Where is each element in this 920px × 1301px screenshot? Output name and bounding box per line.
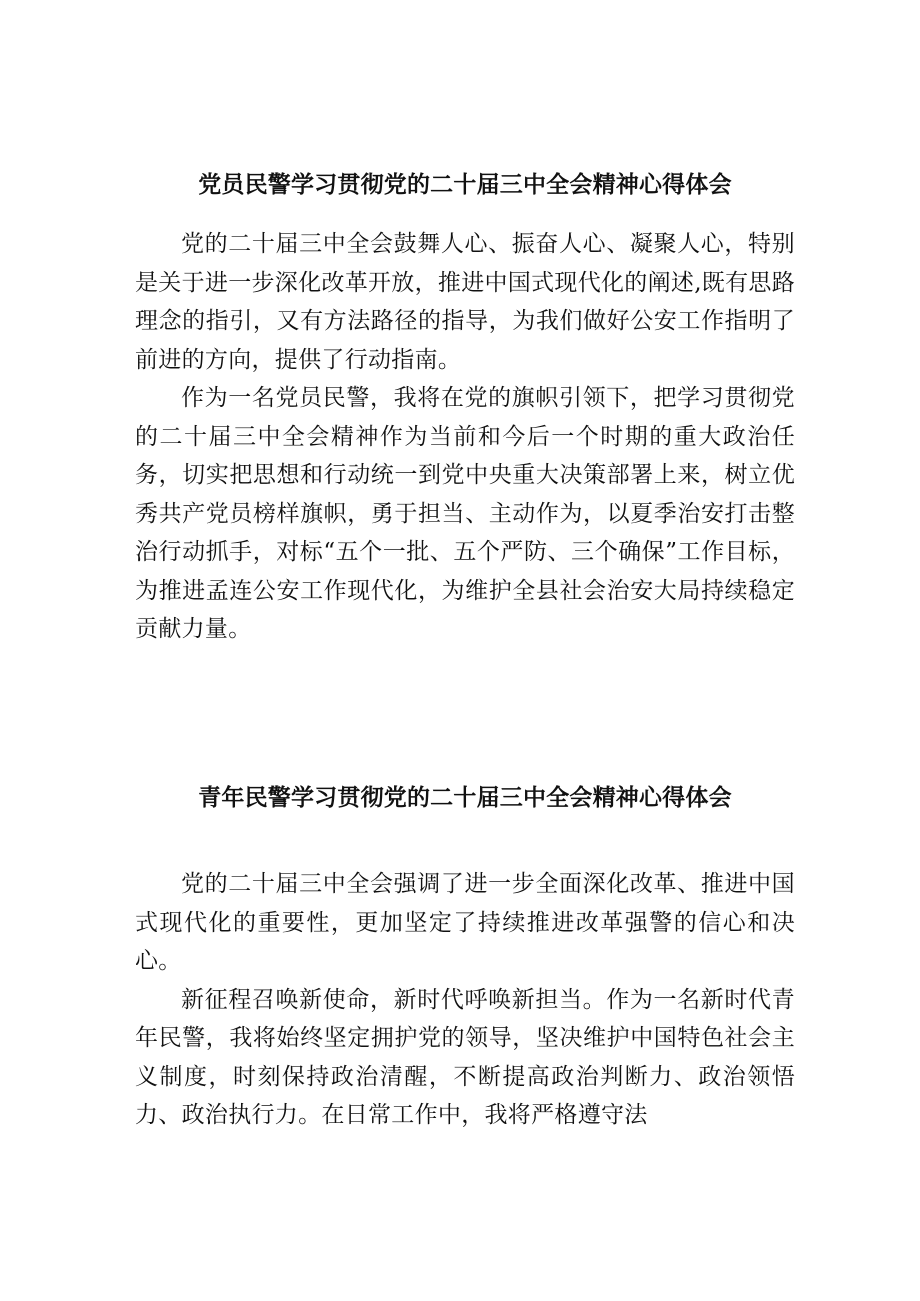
section-1-body [135, 225, 795, 649]
section-1-title: 党员民警学习贯彻党的二十届三中全会精神心得体会 [198, 171, 732, 198]
section-2-title: 青年民警学习贯彻党的二十届三中全会精神心得体会 [198, 784, 732, 811]
section-2-paragraph-2: 新征程召唤新使命，新时代呼唤新担当。作为一名新时代青年民警，我将始终坚定拥护党的领导，坚决维护中国特色社会主义制度，时刻保持政治清醒，不断提高政治判断力、政治领悟力、政治执行力。在日常工作中，我将严格遵守法 [135, 986, 795, 1128]
section-1-paragraph-2: 作为一名党员民警，我将在党的旗帜引领下，把学习贯彻党的二十届三中全会精神作为当前和今后一个时期的重大政治任务，切实把思想和行动统一到党中央重大决策部署上来，树立优秀共产党员榜样旗帜，勇于担当、主动作为，以夏季治安打击整治行动抓手，对标“五个一批、五个严防、三个确保”工作目标，为推进孟连公安工作现代化，为维护全县社会治安大局持续稳定贡献力量。 [135, 385, 795, 642]
section-2-title-block [135, 784, 795, 812]
section-2-paragraph-1: 党的二十届三中全会强调了进一步全面深化改革、推进中国式现代化的重要性，更加坚定了持续推进改革强警的信心和决心。 [135, 871, 795, 974]
section-2-body [135, 865, 795, 1135]
section-1-title-block [135, 171, 795, 199]
section-1-paragraph-1: 党的二十届三中全会鼓舞人心、振奋人心、凝聚人心，特别是关于进一步深化改革开放，推进中国式现代化的阐述,既有思路理念的指引，又有方法路径的指导，为我们做好公安工作指明了前进的方向，提供了行动指南。 [135, 231, 796, 373]
